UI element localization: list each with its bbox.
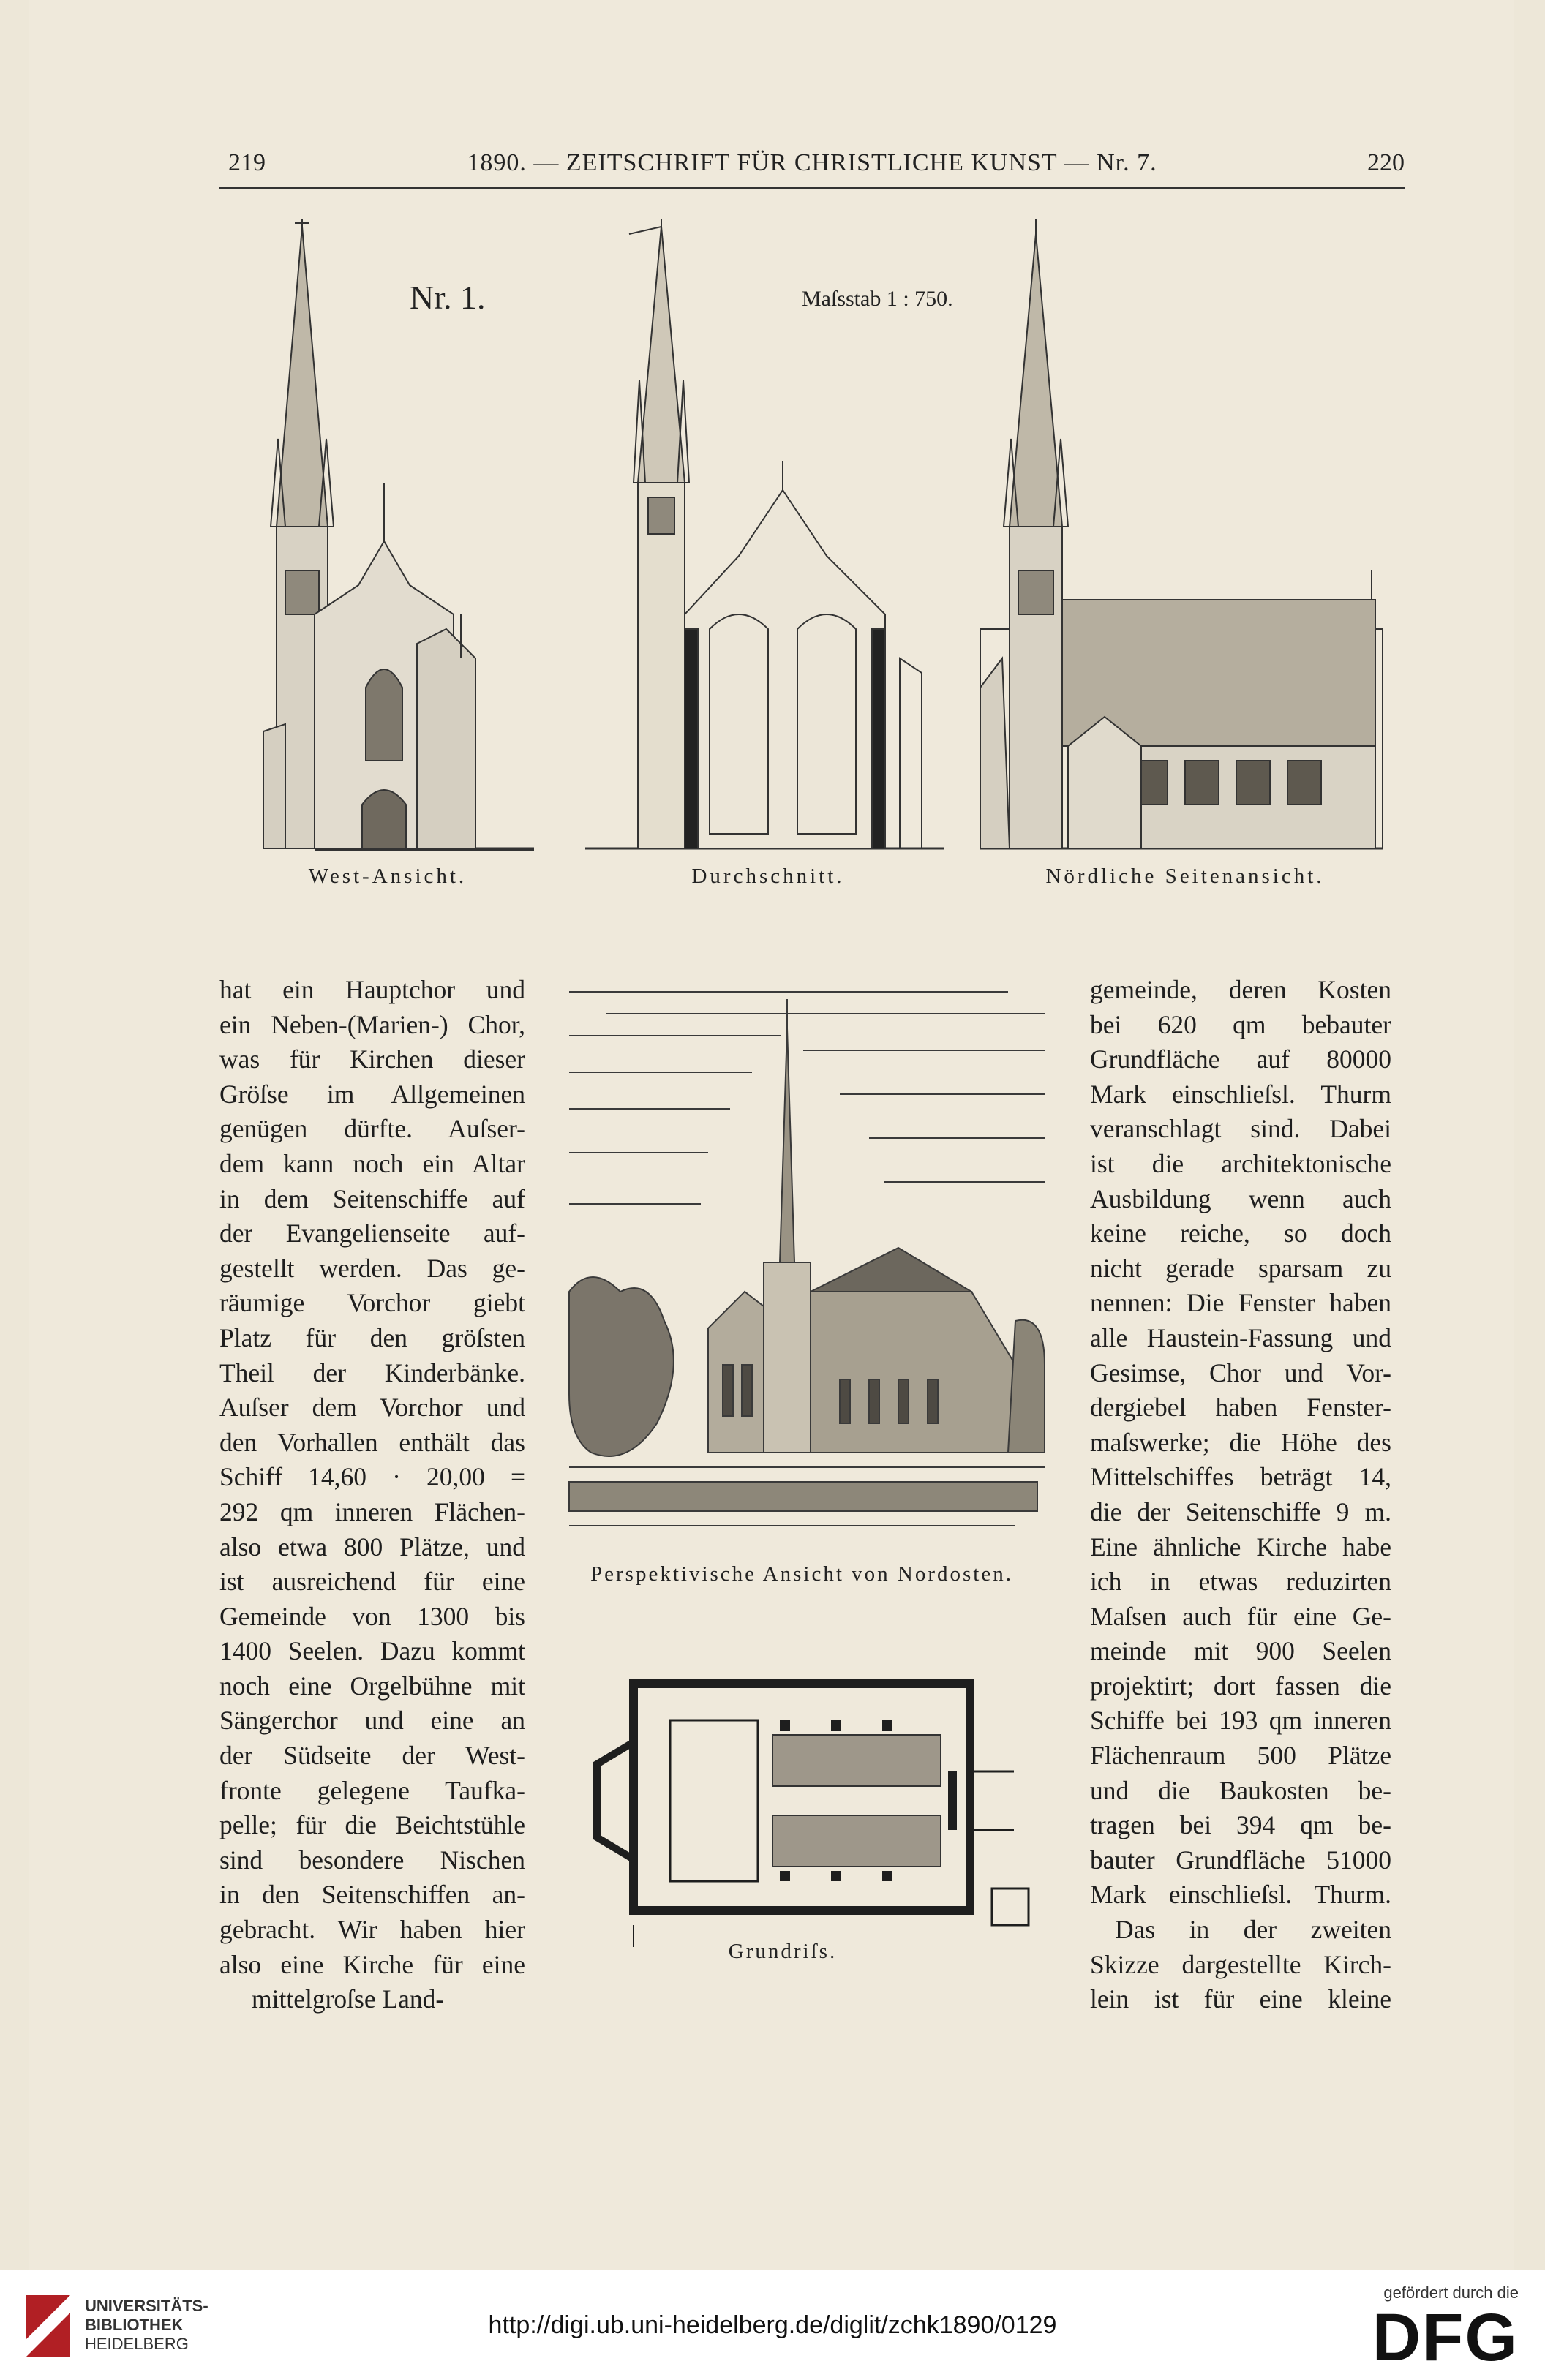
text-line: pelle; für die Beichtstühle <box>219 1810 525 1840</box>
text-line: Auſser dem Vorchor und <box>219 1393 525 1423</box>
floor-plan-drawing <box>582 1654 1031 1947</box>
text-line: Gesimse, Chor und Vor- <box>1090 1357 1391 1387</box>
text-line: Eine ähnliche Kirche habe <box>1090 1532 1391 1562</box>
text-line: Mark einschlieſsl. Thurm <box>1090 1079 1391 1109</box>
text-line: hat ein Hauptchor und <box>219 975 525 1004</box>
library-line-1: UNIVERSITÄTS- <box>85 2297 208 2315</box>
text-line: was für Kirchen dieser <box>219 1044 525 1074</box>
text-column-right <box>1090 973 1391 2017</box>
text-line: die der Seitenschiffe 9 m. <box>1090 1496 1391 1526</box>
text-line: Flächenraum 500 Plätze <box>1090 1741 1391 1771</box>
figure-scale: Maſsstab 1 : 750. <box>802 287 953 311</box>
figure-perspective <box>562 984 1052 1533</box>
text-line: und die Baukosten be- <box>1090 1775 1391 1805</box>
text-line: Skizze dargestellte Kirch- <box>1090 1949 1391 1979</box>
figure-plan <box>582 1654 1031 1947</box>
text-line: dem kann noch ein Altar <box>219 1148 525 1178</box>
text-line: nennen: Die Fenster haben <box>1090 1288 1391 1318</box>
text-line: ich in etwas reduzirten <box>1090 1567 1391 1597</box>
text-line: dergiebel haben Fenster- <box>1090 1393 1391 1423</box>
text-line: ist ausreichend für eine <box>219 1567 525 1597</box>
caption-section: Durchschnitt. <box>691 865 845 888</box>
text-line: also eine Kirche für eine <box>219 1949 525 1979</box>
text-line: ist die architektonische <box>1090 1148 1391 1178</box>
text-line: noch eine Orgelbühne mit <box>219 1671 525 1701</box>
text-line: bei 620 qm bebauter <box>1090 1009 1391 1039</box>
north-view-drawing <box>980 219 1383 848</box>
text-line: Das in der zweiten <box>1115 1915 1391 1945</box>
sponsor-note: gefördert durch die <box>1383 2283 1519 2302</box>
text-line: Mark einschlieſsl. Thurm. <box>1090 1880 1391 1910</box>
text-line: gebracht. Wir haben hier <box>219 1915 525 1945</box>
text-line: lein ist für eine kleine <box>1090 1984 1391 2014</box>
text-line: Ausbildung wenn auch <box>1090 1183 1391 1213</box>
text-line: Platz für den gröſsten <box>219 1322 525 1352</box>
text-line: den Vorhallen enthält das <box>219 1427 525 1457</box>
text-line: ein Neben-(Marien-) Chor, <box>219 1009 525 1039</box>
text-line: tragen bei 394 qm be- <box>1090 1810 1391 1840</box>
caption-plan: Grundriſs. <box>728 1940 838 1963</box>
library-line-2: BIBLIOTHEK <box>85 2316 184 2334</box>
perspective-drawing <box>562 984 1052 1533</box>
text-line: sind besondere Nischen <box>219 1845 525 1875</box>
text-line: räumige Vorchor giebt <box>219 1288 525 1318</box>
text-line: Maſsen auch für eine Ge- <box>1090 1601 1391 1631</box>
text-line: in dem Seitenschiffe auf <box>219 1183 525 1213</box>
text-line: gemeinde, deren Kosten <box>1090 975 1391 1004</box>
text-line: also etwa 800 Plätze, und <box>219 1532 525 1562</box>
text-line: der Südseite der West- <box>219 1741 525 1771</box>
text-line: projektirt; dort fassen die <box>1090 1671 1391 1701</box>
text-line: Schiff 14,60 · 20,00 = <box>219 1462 525 1492</box>
text-line: gestellt werden. Das ge- <box>219 1253 525 1283</box>
caption-west-view: West-Ansicht. <box>308 865 467 888</box>
text-line: mittelgroſse Land- <box>252 1984 445 2014</box>
text-line: fronte gelegene Taufka- <box>219 1775 525 1805</box>
permalink-url[interactable]: http://digi.ub.uni-heidelberg.de/diglit/zchk1890/0129 <box>488 2311 1057 2339</box>
text-line: der Evangelienseite auf- <box>219 1219 525 1249</box>
text-line: Grundfläche auf 80000 <box>1090 1044 1391 1074</box>
church-elevations-drawing <box>241 219 1397 892</box>
figure-number: Nr. 1. <box>410 279 486 316</box>
text-line: Gröſse im Allgemeinen <box>219 1079 525 1109</box>
west-view-drawing <box>263 219 534 850</box>
page-number-right: 220 <box>1367 149 1405 176</box>
caption-perspective: Perspektivische Ansicht von Nordosten. <box>590 1562 1013 1586</box>
text-line: nicht gerade sparsam zu <box>1090 1253 1391 1283</box>
text-column-left <box>219 973 525 2017</box>
text-line: Mittelschiffes beträgt 14, <box>1090 1462 1391 1492</box>
library-line-3: HEIDELBERG <box>85 2335 189 2353</box>
text-line: Theil der Kinderbänke. <box>219 1357 525 1387</box>
text-line: veranschlagt sind. Dabei <box>1090 1114 1391 1144</box>
text-line: alle Haustein-Fassung und <box>1090 1322 1391 1352</box>
page-number-left: 219 <box>228 149 266 176</box>
text-line: bauter Grundfläche 51000 <box>1090 1845 1391 1875</box>
section-drawing <box>585 219 944 848</box>
figure-elevations <box>241 219 1397 892</box>
text-line: 1400 Seelen. Dazu kommt <box>219 1636 525 1666</box>
text-line: 292 qm inneren Flächen- <box>219 1496 525 1526</box>
text-line: in den Seitenschiffen an- <box>219 1880 525 1910</box>
running-header <box>219 143 1405 189</box>
dfg-logo: DFG <box>1372 2300 1519 2375</box>
text-line: genügen dürfte. Auſser- <box>219 1114 525 1144</box>
text-line: Schiffe bei 193 qm inneren <box>1090 1706 1391 1736</box>
text-line: keine reiche, so doch <box>1090 1219 1391 1249</box>
text-line: maſswerke; die Höhe des <box>1090 1427 1391 1457</box>
text-line: Gemeinde von 1300 bis <box>219 1601 525 1631</box>
text-line: meinde mit 900 Seelen <box>1090 1636 1391 1666</box>
journal-title: 1890. — ZEITSCHRIFT FÜR CHRISTLICHE KUNST — Nr. 7. <box>467 149 1157 176</box>
caption-north-view: Nördliche Seitenansicht. <box>1045 865 1325 888</box>
text-line: Sängerchor und eine an <box>219 1706 525 1736</box>
